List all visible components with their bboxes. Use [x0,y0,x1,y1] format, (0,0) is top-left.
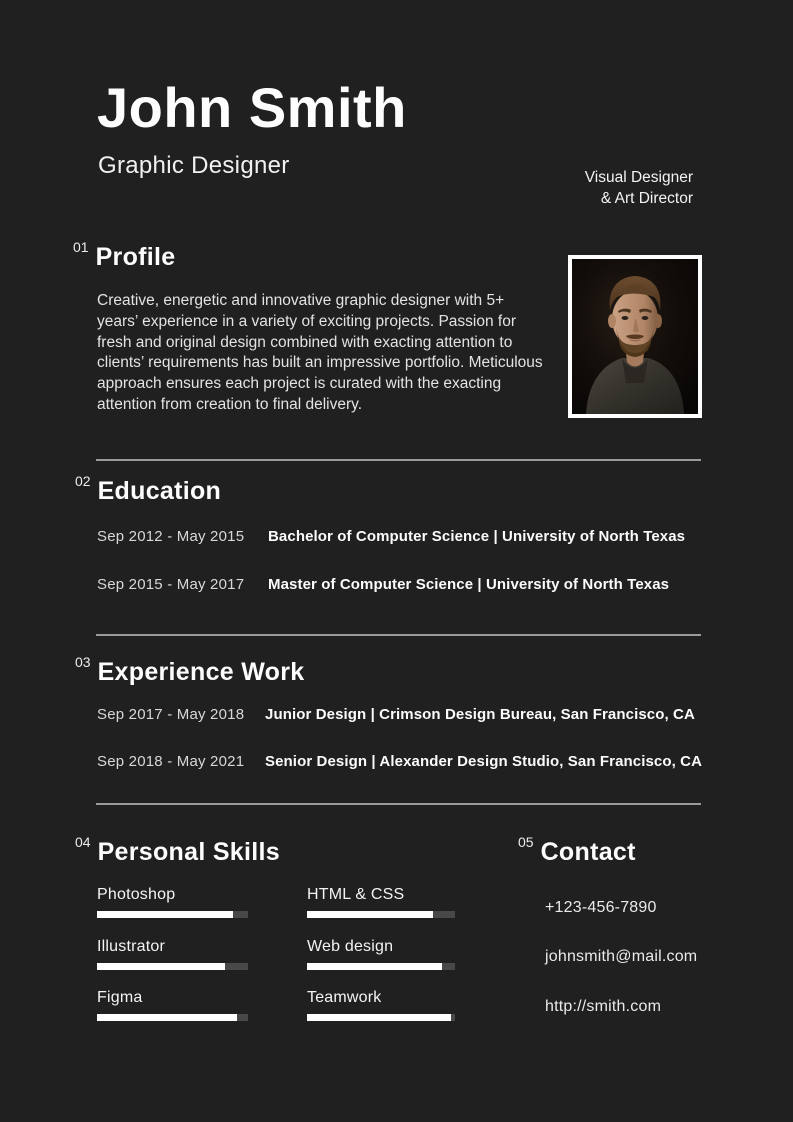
skill-bar-fill [97,1014,237,1021]
person-name: John Smith [97,76,407,139]
section-header-experience [75,654,305,687]
skill-label: Illustrator [97,938,165,955]
experience-detail: Senior Design | Alexander Design Studio, San Francisco, CA [265,753,703,770]
skill-label: Teamwork [307,989,382,1006]
section-number-experience: 03 [75,654,91,670]
tagline-line-1: Visual Designer [584,169,693,186]
contact-email[interactable]: johnsmith@mail.com [545,948,698,965]
section-title-skills: Personal Skills [97,838,280,866]
skill-label: Photoshop [97,886,176,903]
skill-label: Web design [307,938,394,955]
experience-detail: Junior Design | Crimson Design Bureau, San Francisco, CA [265,706,695,723]
tagline [585,167,693,209]
section-number-profile: 01 [73,239,89,255]
divider [96,634,701,636]
skill-label: Figma [97,989,143,1006]
section-title-experience: Experience Work [97,658,305,686]
section-number-education: 02 [75,473,91,489]
skill-html-css [307,886,455,918]
section-number-skills: 04 [75,834,91,850]
skill-illustrator [97,938,248,970]
education-detail: Bachelor of Computer Science | University of North Texas [268,528,686,545]
divider [96,459,701,461]
skill-figma [97,989,248,1021]
section-header-education [75,473,222,506]
skill-bar-track [97,1014,248,1021]
profile-photo [568,255,702,418]
skill-web-design [307,938,455,970]
skill-bar-track [97,911,248,918]
profile-photo-illustration [572,259,698,414]
section-title-education: Education [97,477,222,505]
skill-bar-fill [307,1014,451,1021]
divider [96,803,701,805]
skill-bar-track [307,911,455,918]
person-job-title: Graphic Designer [98,152,290,179]
profile-summary-text: Creative, energetic and innovative graphic designer with 5+ years’ experience in a variety of exciting projects. Passion for fresh and original design combined with exacting attention to clients’ requirements has built an impressive portfolio. Meticulous approach ensures each project is curated with the exacting attention from creation to final delivery. [97,292,543,413]
skill-bar-fill [97,963,225,970]
tagline-line-2: & Art Director [600,190,693,207]
skill-bar-fill [307,911,433,918]
contact-website[interactable]: http://smith.com [545,998,662,1015]
skill-label: HTML & CSS [307,886,405,903]
skill-bar-track [97,963,248,970]
section-title-contact: Contact [540,838,636,866]
section-header-contact [518,834,636,867]
education-detail: Master of Computer Science | University of North Texas [268,576,670,593]
contact-phone[interactable]: +123-456-7890 [545,899,657,916]
section-number-contact: 05 [518,834,534,850]
skill-bar-track [307,963,455,970]
skill-photoshop [97,886,248,918]
skill-bar-fill [97,911,233,918]
skill-bar-track [307,1014,455,1021]
skill-teamwork [307,989,455,1021]
experience-dates: Sep 2018 - May 2021 [97,753,245,770]
education-dates: Sep 2015 - May 2017 [97,576,245,593]
section-header-skills [75,834,280,867]
section-header-profile [73,239,176,272]
education-dates: Sep 2012 - May 2015 [97,528,245,545]
section-title-profile: Profile [95,243,176,271]
experience-dates: Sep 2017 - May 2018 [97,706,245,723]
skill-bar-fill [307,963,442,970]
